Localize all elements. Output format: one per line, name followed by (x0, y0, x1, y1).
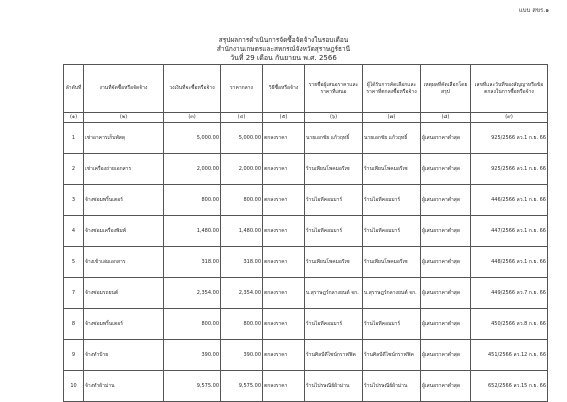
cell-bidders: ร้านไอทีคอมมาร์ (305, 185, 363, 216)
cell-winner: บ.สุราษฎร์กลางยนต์ จก. (363, 278, 421, 309)
column-number-row (64, 113, 548, 123)
cell-bidders: นายเอกชัย แก้วฤทธิ์ (305, 123, 363, 154)
header-row (64, 65, 548, 113)
cell-winner: นายเอกชัย แก้วฤทธิ์ (363, 123, 421, 154)
table-row (64, 185, 548, 216)
cell-budget: 5,000.00 (164, 123, 221, 154)
cell-budget: 2,000.00 (164, 154, 221, 185)
cell-contract: 448/2566 ลว.1 ก.ย. 66 (471, 247, 548, 278)
col-number: (๓) (164, 113, 221, 123)
cell-median-price: 318.00 (221, 247, 263, 278)
col-number: (๕) (263, 113, 305, 123)
cell-winner: ร้านไอทีคอมมาร์ (363, 185, 421, 216)
cell-method: ตกลงราคา (263, 340, 305, 371)
cell-item: จ้างซ่อมเครื่องพิมพ์ (84, 216, 164, 247)
cell-method: ตกลงราคา (263, 309, 305, 340)
cell-method: ตกลงราคา (263, 154, 305, 185)
table-row (64, 154, 548, 185)
cell-median-price: 390.00 (221, 340, 263, 371)
cell-contract: 447/2566 ลว.1 ก.ย. 66 (471, 216, 548, 247)
cell-item: จ้างทำป้าย (84, 340, 164, 371)
cell-contract: 925/2566 ลว.1 ก.ย. 66 (471, 154, 548, 185)
col-number: (๒) (84, 113, 164, 123)
cell-winner: ร้านไปรษณีย์ผ้าม่าน (363, 371, 421, 402)
cell-item: เช่าเครื่องถ่ายเอกสาร (84, 154, 164, 185)
cell-reason: ผู้เสนอราคาต่ำสุด (421, 371, 471, 402)
cell-no: 10 (64, 371, 84, 402)
cell-reason: ผู้เสนอราคาต่ำสุด (421, 247, 471, 278)
cell-reason: ผู้เสนอราคาต่ำสุด (421, 278, 471, 309)
cell-bidders: ร้านไปรษณีย์ผ้าม่าน (305, 371, 363, 402)
cell-no: 7 (64, 278, 84, 309)
table-row (64, 340, 548, 371)
cell-median-price: 2,354.00 (221, 278, 263, 309)
table-row (64, 278, 548, 309)
cell-budget: 2,354.00 (164, 278, 221, 309)
cell-bidders: ร้านไอทีคอมมาร์ (305, 309, 363, 340)
cell-method: ตกลงราคา (263, 371, 305, 402)
col-number: (๑) (64, 113, 84, 123)
col-header-contract: เลขที่และวันที่ของสัญญาหรือข้อตกลงในการซื้อหรือจ้าง (471, 65, 548, 113)
cell-bidders: ร้านเพียนโพคมอรีเซ (305, 247, 363, 278)
cell-contract: 450/2566 ลว.8 ก.ย. 66 (471, 309, 548, 340)
cell-method: ตกลงราคา (263, 247, 305, 278)
cell-reason: ผู้เสนอราคาต่ำสุด (421, 309, 471, 340)
cell-median-price: 1,480.00 (221, 216, 263, 247)
cell-winner: ร้านศิลป์ดีไซน์กราฟฟิค (363, 340, 421, 371)
col-number: (๗) (363, 113, 421, 123)
cell-item: เช่าอาคารเก็บพัสดุ (84, 123, 164, 154)
col-number: (๔) (221, 113, 263, 123)
table-row (64, 371, 548, 402)
cell-median-price: 5,000.00 (221, 123, 263, 154)
cell-winner: ร้านไอทีคอมมาร์ (363, 216, 421, 247)
cell-bidders: ร้านศิลป์ดีไซน์กราฟฟิค (305, 340, 363, 371)
cell-median-price: 2,000.00 (221, 154, 263, 185)
cell-budget: 9,575.00 (164, 371, 221, 402)
report-title: สรุปผลการดำเนินการจัดซื้อจัดจ้างในรอบเดือน (218, 36, 349, 44)
cell-reason: ผู้เสนอราคาต่ำสุด (421, 216, 471, 247)
cell-no: 1 (64, 123, 84, 154)
cell-no: 4 (64, 216, 84, 247)
cell-method: ตกลงราคา (263, 123, 305, 154)
table-row (64, 123, 548, 154)
cell-bidders: บ.สุราษฎร์กลางยนต์ จก. (305, 278, 363, 309)
cell-bidders: ร้านไอทีคอมมาร์ (305, 216, 363, 247)
cell-contract: 652/2566 ลว.15 ก.ย. 66 (471, 371, 548, 402)
procurement-table (63, 64, 548, 402)
report-date: วันที่ 29 เดือน กันยายน พ.ศ. 2566 (230, 54, 337, 62)
cell-no: 8 (64, 309, 84, 340)
col-header-bidders: รายชื่อผู้เสนอราคาและราคาที่เสนอ (305, 65, 363, 113)
cell-bidders: ร้านเพียนโพคมอรีเซ (305, 154, 363, 185)
cell-median-price: 800.00 (221, 309, 263, 340)
cell-item: จ้างซ่อมพริ้นเตอร์ (84, 185, 164, 216)
cell-method: ตกลงราคา (263, 185, 305, 216)
cell-median-price: 9,575.00 (221, 371, 263, 402)
col-header-median-price: ราคากลาง (221, 65, 263, 113)
cell-contract: 451/2566 ลว.12 ก.ย. 66 (471, 340, 548, 371)
col-number: (๙) (471, 113, 548, 123)
cell-winner: ร้านเพียนโพคมอรีเซ (363, 154, 421, 185)
cell-item: จ้างซ่อมรถยนต์ (84, 278, 164, 309)
col-header-item: งานที่จัดซื้อหรือจัดจ้าง (84, 65, 164, 113)
cell-no: 3 (64, 185, 84, 216)
col-header-reason: เหตุผลที่คัดเลือกโดยสรุป (421, 65, 471, 113)
col-number: (๖) (305, 113, 363, 123)
col-number: (๘) (421, 113, 471, 123)
cell-item: จ้างซ่อมพริ้นเตอร์ (84, 309, 164, 340)
agency-name: สำนักงานเกษตรและสหกรณ์จังหวัดสุราษฎร์ธานี (216, 45, 351, 53)
cell-budget: 390.00 (164, 340, 221, 371)
table-row (64, 247, 548, 278)
cell-item: จ้างเข้าเล่มเอกสาร (84, 247, 164, 278)
cell-method: ตกลงราคา (263, 216, 305, 247)
cell-budget: 800.00 (164, 309, 221, 340)
cell-winner: ร้านเพียนโพคมอรีเซ (363, 247, 421, 278)
cell-no: 2 (64, 154, 84, 185)
cell-budget: 1,480.00 (164, 216, 221, 247)
col-header-method: วิธีซื้อหรือจ้าง (263, 65, 305, 113)
cell-item: จ้างทำผ้าม่าน (84, 371, 164, 402)
cell-contract: 925/2566 ลว.1 ก.ย. 66 (471, 123, 548, 154)
cell-reason: ผู้เสนอราคาต่ำสุด (421, 340, 471, 371)
table-row (64, 309, 548, 340)
col-header-no: ลำดับที่ (64, 65, 84, 113)
cell-reason: ผู้เสนอราคาต่ำสุด (421, 123, 471, 154)
cell-contract: 449/2566 ลว.7 ก.ย. 66 (471, 278, 548, 309)
cell-reason: ผู้เสนอราคาต่ำสุด (421, 185, 471, 216)
cell-no: 9 (64, 340, 84, 371)
cell-no: 5 (64, 247, 84, 278)
cell-budget: 800.00 (164, 185, 221, 216)
cell-method: ตกลงราคา (263, 278, 305, 309)
table-row (64, 216, 548, 247)
cell-median-price: 800.00 (221, 185, 263, 216)
cell-winner: ร้านไอทีคอมมาร์ (363, 309, 421, 340)
col-header-budget: วงเงินที่จะซื้อหรือจ้าง (164, 65, 221, 113)
cell-contract: 446/2566 ลว.1 ก.ย. 66 (471, 185, 548, 216)
form-code: แบบ สขร.๑ (518, 7, 549, 14)
cell-budget: 318.00 (164, 247, 221, 278)
col-header-winner: ผู้ได้รับการคัดเลือกและราคาที่ตกลงซื้อหรือจ้าง (363, 65, 421, 113)
cell-reason: ผู้เสนอราคาต่ำสุด (421, 154, 471, 185)
